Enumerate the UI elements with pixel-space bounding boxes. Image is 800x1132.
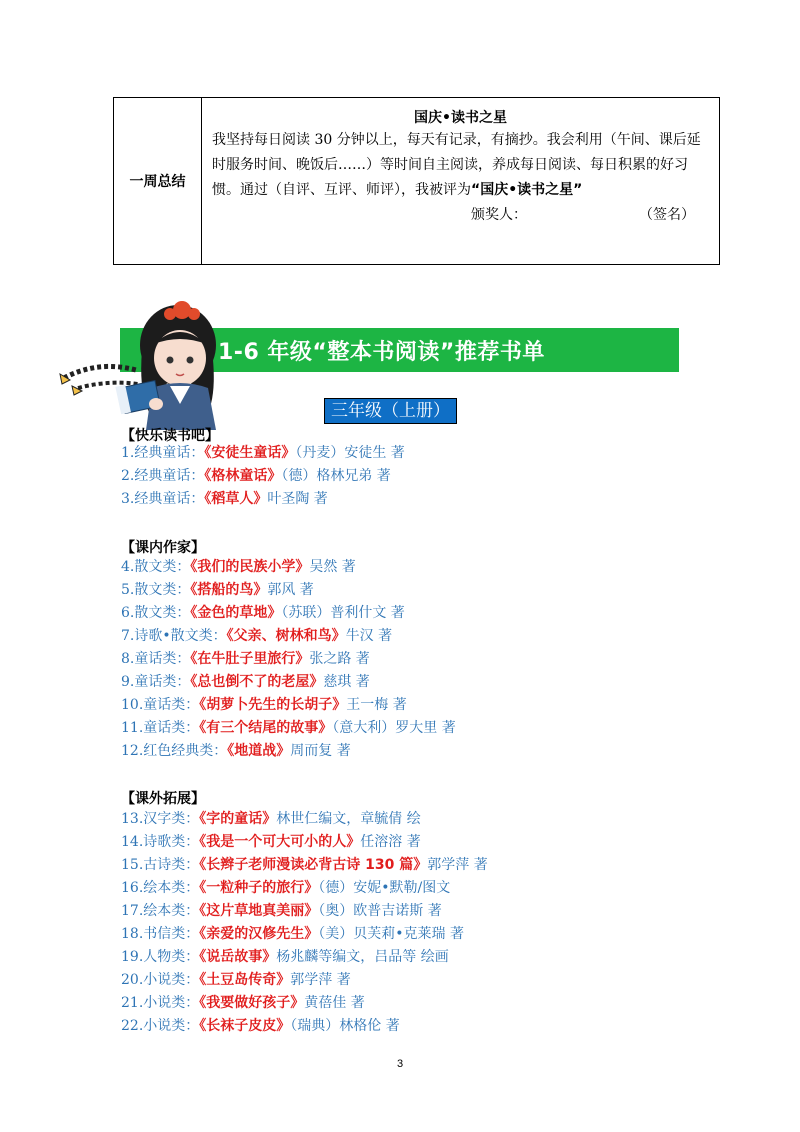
item-author: （瑞典）林格伦 著: [290, 1018, 400, 1034]
summary-text: [212, 128, 709, 203]
item-category: 绘本类：: [143, 880, 200, 896]
item-author: 叶圣陶 著: [267, 491, 328, 507]
item-title: 《长袜子皮皮》: [199, 1018, 291, 1034]
list-item: [121, 488, 405, 511]
list-item: [121, 694, 456, 717]
item-number: 18.: [121, 926, 144, 942]
item-category: 诗歌•散文类：: [134, 628, 227, 644]
item-title: 《搭船的鸟》: [190, 582, 268, 598]
list-item: [121, 671, 456, 694]
item-category: 小说类：: [143, 1018, 200, 1034]
item-author: 任溶溶 著: [360, 834, 421, 850]
item-number: 14.: [121, 834, 144, 850]
item-category: 汉字类：: [143, 811, 200, 827]
item-author: （美）贝芙莉•克莱瑞 著: [318, 926, 464, 942]
item-author: 吴然 著: [309, 559, 356, 575]
book-list-in-class-authors: [121, 556, 456, 763]
summary-label: 一周总结: [114, 98, 202, 264]
item-category: 古诗类：: [143, 857, 200, 873]
item-author: 黄蓓佳 著: [304, 995, 365, 1011]
list-item: [121, 602, 456, 625]
item-category: 经典童话：: [134, 491, 205, 507]
list-item: [121, 648, 456, 671]
item-category: 红色经典类：: [143, 743, 228, 759]
item-number: 1.: [121, 445, 135, 461]
item-number: 9.: [121, 674, 135, 690]
item-number: 20.: [121, 972, 144, 988]
list-item: [121, 969, 488, 992]
item-title: 《父亲、树林和鸟》: [226, 628, 346, 644]
item-title: 《总也倒不了的老屋》: [190, 674, 324, 690]
item-author: （奥）欧普吉诺斯 著: [318, 903, 442, 919]
item-number: 2.: [121, 468, 135, 484]
item-author: 牛汉 著: [345, 628, 393, 644]
list-item: [121, 808, 488, 831]
item-author: （德）格林兄弟 著: [281, 468, 391, 484]
item-number: 8.: [121, 651, 135, 667]
item-category: 童话类：: [143, 697, 200, 713]
item-author: （意大利）罗大里 著: [332, 720, 456, 736]
list-item: [121, 625, 456, 648]
item-number: 21.: [121, 995, 144, 1011]
item-title: 《一粒种子的旅行》: [199, 880, 319, 896]
list-item: [121, 877, 488, 900]
item-number: 6.: [121, 605, 135, 621]
book-list-happy-reading: [121, 442, 405, 511]
list-item: [121, 442, 405, 465]
item-category: 散文类：: [134, 582, 191, 598]
item-number: 4.: [121, 559, 135, 575]
grade-badge: 三年级（上册）: [324, 398, 457, 424]
item-category: 人物类：: [143, 949, 200, 965]
item-author: 王一梅 著: [346, 697, 407, 713]
item-author: 张之路 著: [309, 651, 370, 667]
item-title: 《我要做好孩子》: [199, 995, 305, 1011]
item-title: 《我们的民族小学》: [190, 559, 310, 575]
item-title: 《在牛肚子里旅行》: [190, 651, 310, 667]
item-category: 绘本类：: [143, 903, 200, 919]
list-item: [121, 854, 488, 877]
item-title: 《地道战》: [227, 743, 291, 759]
item-title: 《格林童话》: [204, 468, 282, 484]
presenter-label: 颁奖人：: [471, 207, 527, 223]
list-item: [121, 923, 488, 946]
item-number: 3.: [121, 491, 135, 507]
item-number: 17.: [121, 903, 144, 919]
book-list-extracurricular: [121, 808, 488, 1038]
item-title: 《土豆岛传奇》: [199, 972, 291, 988]
item-author: 郭风 著: [267, 582, 314, 598]
item-category: 散文类：: [134, 559, 191, 575]
summary-award-text: “国庆•读书之星”: [471, 182, 583, 198]
list-item: [121, 831, 488, 854]
page-number: 3: [396, 1058, 404, 1070]
item-author: 郭学萍 著: [290, 972, 351, 988]
list-item: [121, 556, 456, 579]
item-category: 小说类：: [143, 972, 200, 988]
summary-title: 国庆•读书之星: [414, 110, 507, 126]
item-title: 《胡萝卜先生的长胡子》: [199, 697, 347, 713]
item-title: 《有三个结尾的故事》: [199, 720, 333, 736]
item-number: 12.: [121, 743, 144, 759]
list-item: [121, 579, 456, 602]
section-title-in-class-authors: 【课内作家】: [121, 540, 205, 556]
item-title: 《说岳故事》: [199, 949, 277, 965]
item-author: 慈琪 著: [323, 674, 370, 690]
item-title: 《亲爱的汉修先生》: [199, 926, 319, 942]
item-category: 诗歌类：: [143, 834, 200, 850]
signature-label: （签名）: [639, 207, 695, 223]
item-category: 书信类：: [143, 926, 200, 942]
list-item: [121, 1015, 488, 1038]
item-title: 《长辫子老师漫读必背古诗 130 篇》: [199, 857, 428, 873]
item-category: 童话类：: [134, 651, 191, 667]
item-category: 小说类：: [143, 995, 200, 1011]
summary-body: [202, 98, 719, 264]
item-author: （苏联）普利什文 著: [281, 605, 405, 621]
section-title-happy-reading: 【快乐读书吧】: [121, 428, 219, 444]
weekly-summary-table: [113, 97, 720, 265]
list-item: [121, 465, 405, 488]
item-category: 散文类：: [134, 605, 191, 621]
item-number: 10.: [121, 697, 144, 713]
item-title: 《稻草人》: [204, 491, 268, 507]
item-number: 19.: [121, 949, 144, 965]
list-item: [121, 900, 488, 923]
list-item: [121, 992, 488, 1015]
section-title-extracurricular: 【课外拓展】: [121, 791, 205, 807]
item-number: 16.: [121, 880, 144, 896]
item-number: 7.: [121, 628, 135, 644]
item-number: 22.: [121, 1018, 144, 1034]
item-title: 《我是一个可大可小的人》: [199, 834, 361, 850]
award-line: [212, 203, 709, 228]
item-title: 《金色的草地》: [190, 605, 282, 621]
item-author: 郭学萍 著: [427, 857, 488, 873]
list-item: [121, 946, 488, 969]
item-number: 11.: [121, 720, 144, 736]
item-title: 《这片草地真美丽》: [199, 903, 319, 919]
item-category: 经典童话：: [134, 468, 205, 484]
item-author: （丹麦）安徒生 著: [295, 445, 405, 461]
list-item: [121, 740, 456, 763]
item-category: 经典童话：: [134, 445, 205, 461]
item-author: （德）安妮•默勒/图文: [318, 880, 451, 896]
banner-title: 1-6 年级“整本书阅读”推荐书单: [218, 339, 545, 365]
item-number: 5.: [121, 582, 135, 598]
item-title: 《字的童话》: [199, 811, 277, 827]
item-author: 周而复 著: [290, 743, 351, 759]
list-item: [121, 717, 456, 740]
item-category: 童话类：: [143, 720, 200, 736]
item-title: 《安徒生童话》: [204, 445, 296, 461]
item-author: 林世仁编文，章毓倩 绘: [276, 811, 421, 827]
item-category: 童话类：: [134, 674, 191, 690]
item-number: 15.: [121, 857, 144, 873]
reading-girl-illustration: [58, 300, 228, 430]
item-number: 13.: [121, 811, 144, 827]
item-author: 杨兆麟等编文，吕品等 绘画: [276, 949, 449, 965]
summary-main-text: 我坚持每日阅读 30 分钟以上，每天有记录，有摘抄。我会利用（午间、课后延时服务时间、晚饭后……）等时间自主阅读，养成每日阅读、每日积累的好习惯。通过（自评、互评、师评），我被评为: [212, 132, 701, 198]
